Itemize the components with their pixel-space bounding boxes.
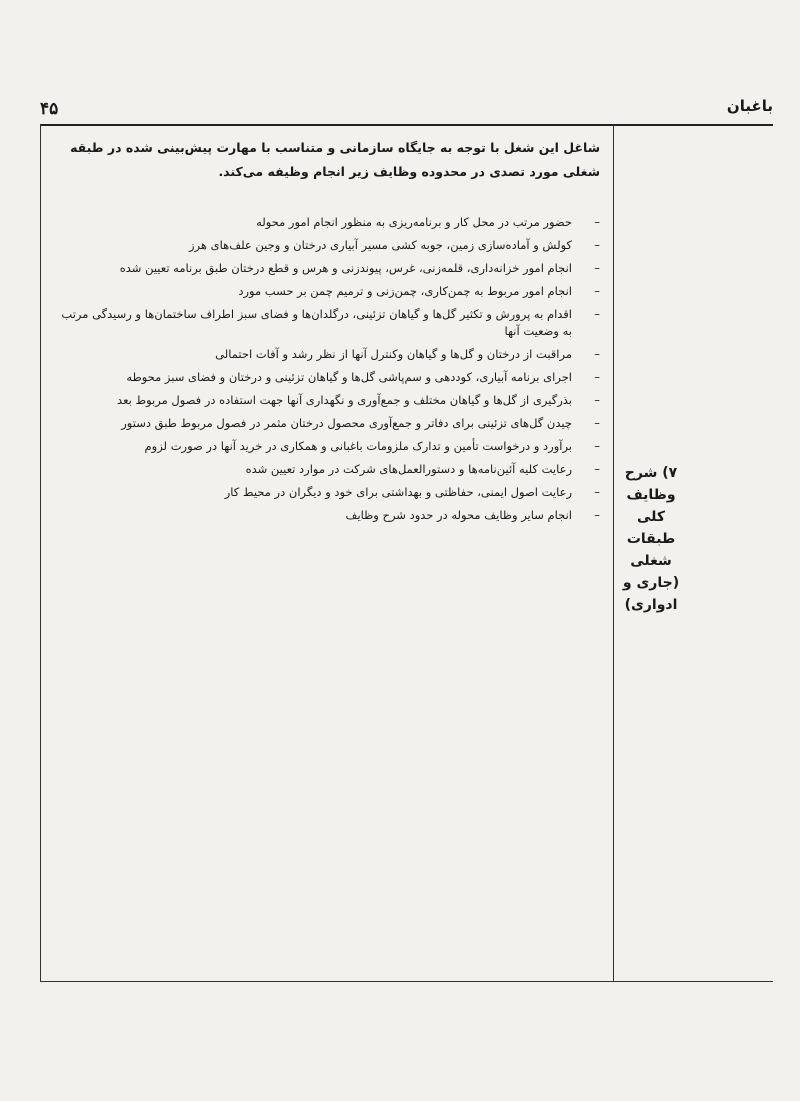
dash-bullet: – xyxy=(594,485,600,499)
section-label-cell xyxy=(616,124,773,982)
duty-item xyxy=(52,306,600,340)
duty-text: رعایت کلیه آئین‌نامه‌ها و دستورالعمل‌های شرکت در موارد تعیین شده xyxy=(245,462,572,476)
duty-item xyxy=(52,346,600,363)
duty-text: انجام امور خزانه‌داری، قلمه‌زنی، غرس، پیوندزنی و هرس و قطع درختان طبق برنامه تعیین شده xyxy=(119,261,572,275)
dash-bullet: – xyxy=(594,238,600,252)
duty-text: برآورد و درخواست تأمین و تدارک ملزومات باغبانی و همکاری در خرید آنها در صورت لزوم xyxy=(144,439,572,453)
dash-bullet: – xyxy=(594,307,600,321)
duty-item xyxy=(52,484,600,501)
dash-bullet: – xyxy=(594,261,600,275)
section-label-line: وظایف xyxy=(626,487,676,503)
dash-bullet: – xyxy=(594,416,600,430)
duty-item xyxy=(52,237,600,254)
duty-text: بذرگیری از گل‌ها و گیاهان مختلف و جمع‌آوری و نگهداری آنها جهت استفاده در فصول مربوط بعد xyxy=(117,393,572,407)
duty-item xyxy=(52,415,600,432)
duty-text: انجام سایر وظایف محوله در حدود شرح وظایف xyxy=(345,508,572,522)
page-header xyxy=(40,95,773,123)
dash-bullet: – xyxy=(594,347,600,361)
duty-text: حضور مرتب در محل کار و برنامه‌ریزی به منظور انجام امور محوله xyxy=(256,215,572,229)
duty-item xyxy=(52,260,600,277)
duty-text: مراقبت از درختان و گل‌ها و گیاهان وکنترل آنها از نظر رشد و آفات احتمالی xyxy=(215,347,572,361)
section-label-line: ادواری) xyxy=(624,597,678,613)
duty-text: اجرای برنامه آبیاری، کوددهی و سم‌پاشی گل‌ها و گیاهان تزئینی و درختان و فضای سبز محوطه xyxy=(126,370,572,384)
dash-bullet: – xyxy=(594,462,600,476)
duty-text: کولش و آماده‌سازی زمین، جوبه کشی مسیر آبیاری درختان و وجین علف‌های هرز xyxy=(189,238,572,252)
dash-bullet: – xyxy=(594,393,600,407)
duty-item xyxy=(52,461,600,478)
column-divider xyxy=(613,124,614,982)
duties-content xyxy=(52,136,600,530)
section-label xyxy=(616,462,686,616)
duty-item xyxy=(52,392,600,409)
dash-bullet: – xyxy=(594,508,600,522)
duty-text: رعایت اصول ایمنی، حفاظتی و بهداشتی برای خود و دیگران در محیط کار xyxy=(224,485,572,499)
dash-bullet: – xyxy=(594,284,600,298)
duty-item xyxy=(52,369,600,386)
section-label-line: (جاری و xyxy=(622,575,680,591)
dash-bullet: – xyxy=(594,439,600,453)
page-number: ۴۵ xyxy=(40,99,59,119)
dash-bullet: – xyxy=(594,215,600,229)
section-label-line: شغلی xyxy=(630,553,672,569)
section-label-line: ۷) شرح xyxy=(624,465,678,481)
duty-text: اقدام به پرورش و تکثیر گل‌ها و گیاهان تزئینی، درگلدان‌ها و فضای سبز اطراف ساختمان‌ها و رسیدگی مرتب به وضعیت آنها xyxy=(61,307,572,338)
duty-item xyxy=(52,507,600,524)
page-header-title: باغبان xyxy=(726,97,773,115)
section-label-line: طبقات xyxy=(626,531,676,547)
duty-item xyxy=(52,214,600,231)
duty-text: انجام امور مربوط به چمن‌کاری، چمن‌زنی و ترمیم چمن بر حسب مورد xyxy=(238,284,572,298)
duties-list xyxy=(52,214,600,524)
intro-paragraph: شاغل این شغل با توجه به جایگاه سازمانی و متناسب با مهارت پیش‌بینی شده در طبقه شغلی مورد تصدی در محدوده وظایف زیر انجام وظیفه می‌کند. xyxy=(70,140,600,179)
section-label-line: کلی xyxy=(636,509,666,525)
duty-item xyxy=(52,438,600,455)
duty-text: چیدن گل‌های تزئینی برای دفاتر و جمع‌آوری محصول درختان مثمر در فصول مربوط طبق دستور xyxy=(121,416,572,430)
duty-item xyxy=(52,283,600,300)
dash-bullet: – xyxy=(594,370,600,384)
